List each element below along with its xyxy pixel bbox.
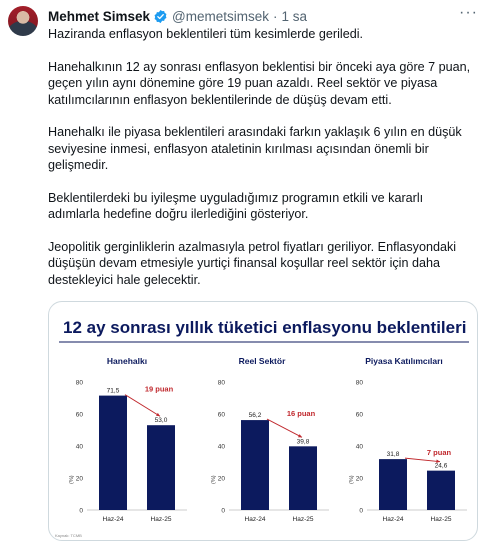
bar: [379, 459, 407, 510]
y-tick-label: 20: [75, 475, 83, 483]
y-tick-label: 40: [355, 443, 363, 451]
author-handle[interactable]: @memetsimsek: [172, 8, 270, 24]
y-axis-label: (%): [349, 475, 355, 484]
bar-value-label: 71,5: [106, 387, 120, 395]
expectations-chart: [49, 302, 478, 541]
source-footnote: Kaynak: TCMB: [55, 533, 82, 538]
bar: [241, 420, 269, 510]
tweet-paragraph: Jeopolitik gerginliklerin azalmasıyla petrol fiyatları geriliyor. Enflasyondaki düşüşün devam etmesiyle yurtiçi finansal koşullar reel sektör için daha destekleyici hale gelecektir.: [48, 239, 457, 287]
tweet-paragraph: Hanehalkı ile piyasa beklentileri arasındaki farkın yaklaşık 6 yılın en düşük seviyesine inmesi, enflasyon ataletinin kırılması açısından önemli bir gelişmedir.: [48, 125, 462, 172]
y-tick-label: 0: [221, 507, 225, 515]
avatar[interactable]: [8, 6, 38, 36]
bar: [147, 425, 175, 510]
tweet-text: [48, 26, 478, 304]
more-options-icon[interactable]: ···: [459, 4, 478, 21]
x-tick-label: Haz-25: [150, 516, 172, 523]
difference-arrow: [405, 458, 440, 462]
y-tick-label: 80: [75, 379, 83, 387]
y-tick-label: 60: [217, 411, 225, 419]
y-tick-label: 60: [75, 411, 83, 419]
x-tick-label: Haz-25: [430, 516, 452, 523]
y-tick-label: 40: [75, 443, 83, 451]
tweet-media-chart[interactable]: [48, 301, 478, 541]
difference-arrow: [267, 419, 302, 437]
difference-label: 19 puan: [144, 384, 174, 394]
bar: [289, 446, 317, 510]
y-tick-label: 80: [217, 379, 225, 387]
x-tick-label: Haz-25: [292, 516, 314, 523]
x-tick-label: Haz-24: [244, 516, 266, 523]
tweet-time[interactable]: 1 sa: [281, 8, 308, 24]
y-tick-label: 20: [217, 475, 225, 483]
y-tick-label: 60: [355, 411, 363, 419]
panel-title: Piyasa Katılımcıları: [365, 356, 443, 366]
y-tick-label: 80: [355, 379, 363, 387]
bar-value-label: 56,2: [248, 412, 262, 420]
bar: [427, 471, 455, 510]
tweet-paragraph: Haziranda enflasyon beklentileri tüm kesimlerde geriledi.: [48, 27, 363, 41]
x-tick-label: Haz-24: [382, 516, 404, 523]
panel-title: Hanehalkı: [106, 356, 148, 366]
y-tick-label: 20: [355, 475, 363, 483]
y-tick-label: 40: [217, 443, 225, 451]
bar-value-label: 31,8: [386, 451, 400, 459]
x-tick-label: Haz-24: [102, 516, 124, 523]
bar-value-label: 53,0: [154, 417, 168, 425]
y-axis-label: (%): [69, 475, 75, 484]
author-name[interactable]: Mehmet Simsek: [48, 8, 151, 24]
verified-badge-icon: [153, 9, 168, 24]
tweet-paragraph: Beklentilerdeki bu iyileşme uyguladığımız programın etkili ve kararlı adımlarla hedefine doğru ilerlediğini gösteriyor.: [48, 190, 424, 221]
separator-dot: ·: [273, 8, 278, 24]
difference-label: 16 puan: [286, 409, 316, 419]
tweet-paragraph: Hanehalkının 12 ay sonrası enflasyon beklentisi bir önceki aya göre 7 puan, geçen yılın aynı dönemine göre 19 puan azaldı. Reel sektör ve piyasa katılımcılarının enflasyon beklentilerinde de düşüş devam etti.: [48, 59, 471, 107]
figure-title: 12 ay sonrası yıllık tüketici enflasyonu beklentileri: [63, 318, 467, 337]
panel-title: Reel Sektör: [238, 356, 286, 366]
y-tick-label: 0: [359, 507, 363, 515]
bar-value-label: 24,6: [434, 462, 448, 470]
tweet-header: [48, 6, 476, 26]
y-axis-label: (%): [211, 475, 217, 484]
difference-label: 7 puan: [426, 448, 452, 458]
bar-value-label: 39,8: [296, 438, 310, 446]
difference-arrow: [125, 395, 160, 417]
y-tick-label: 0: [79, 507, 83, 515]
bar: [99, 396, 127, 510]
